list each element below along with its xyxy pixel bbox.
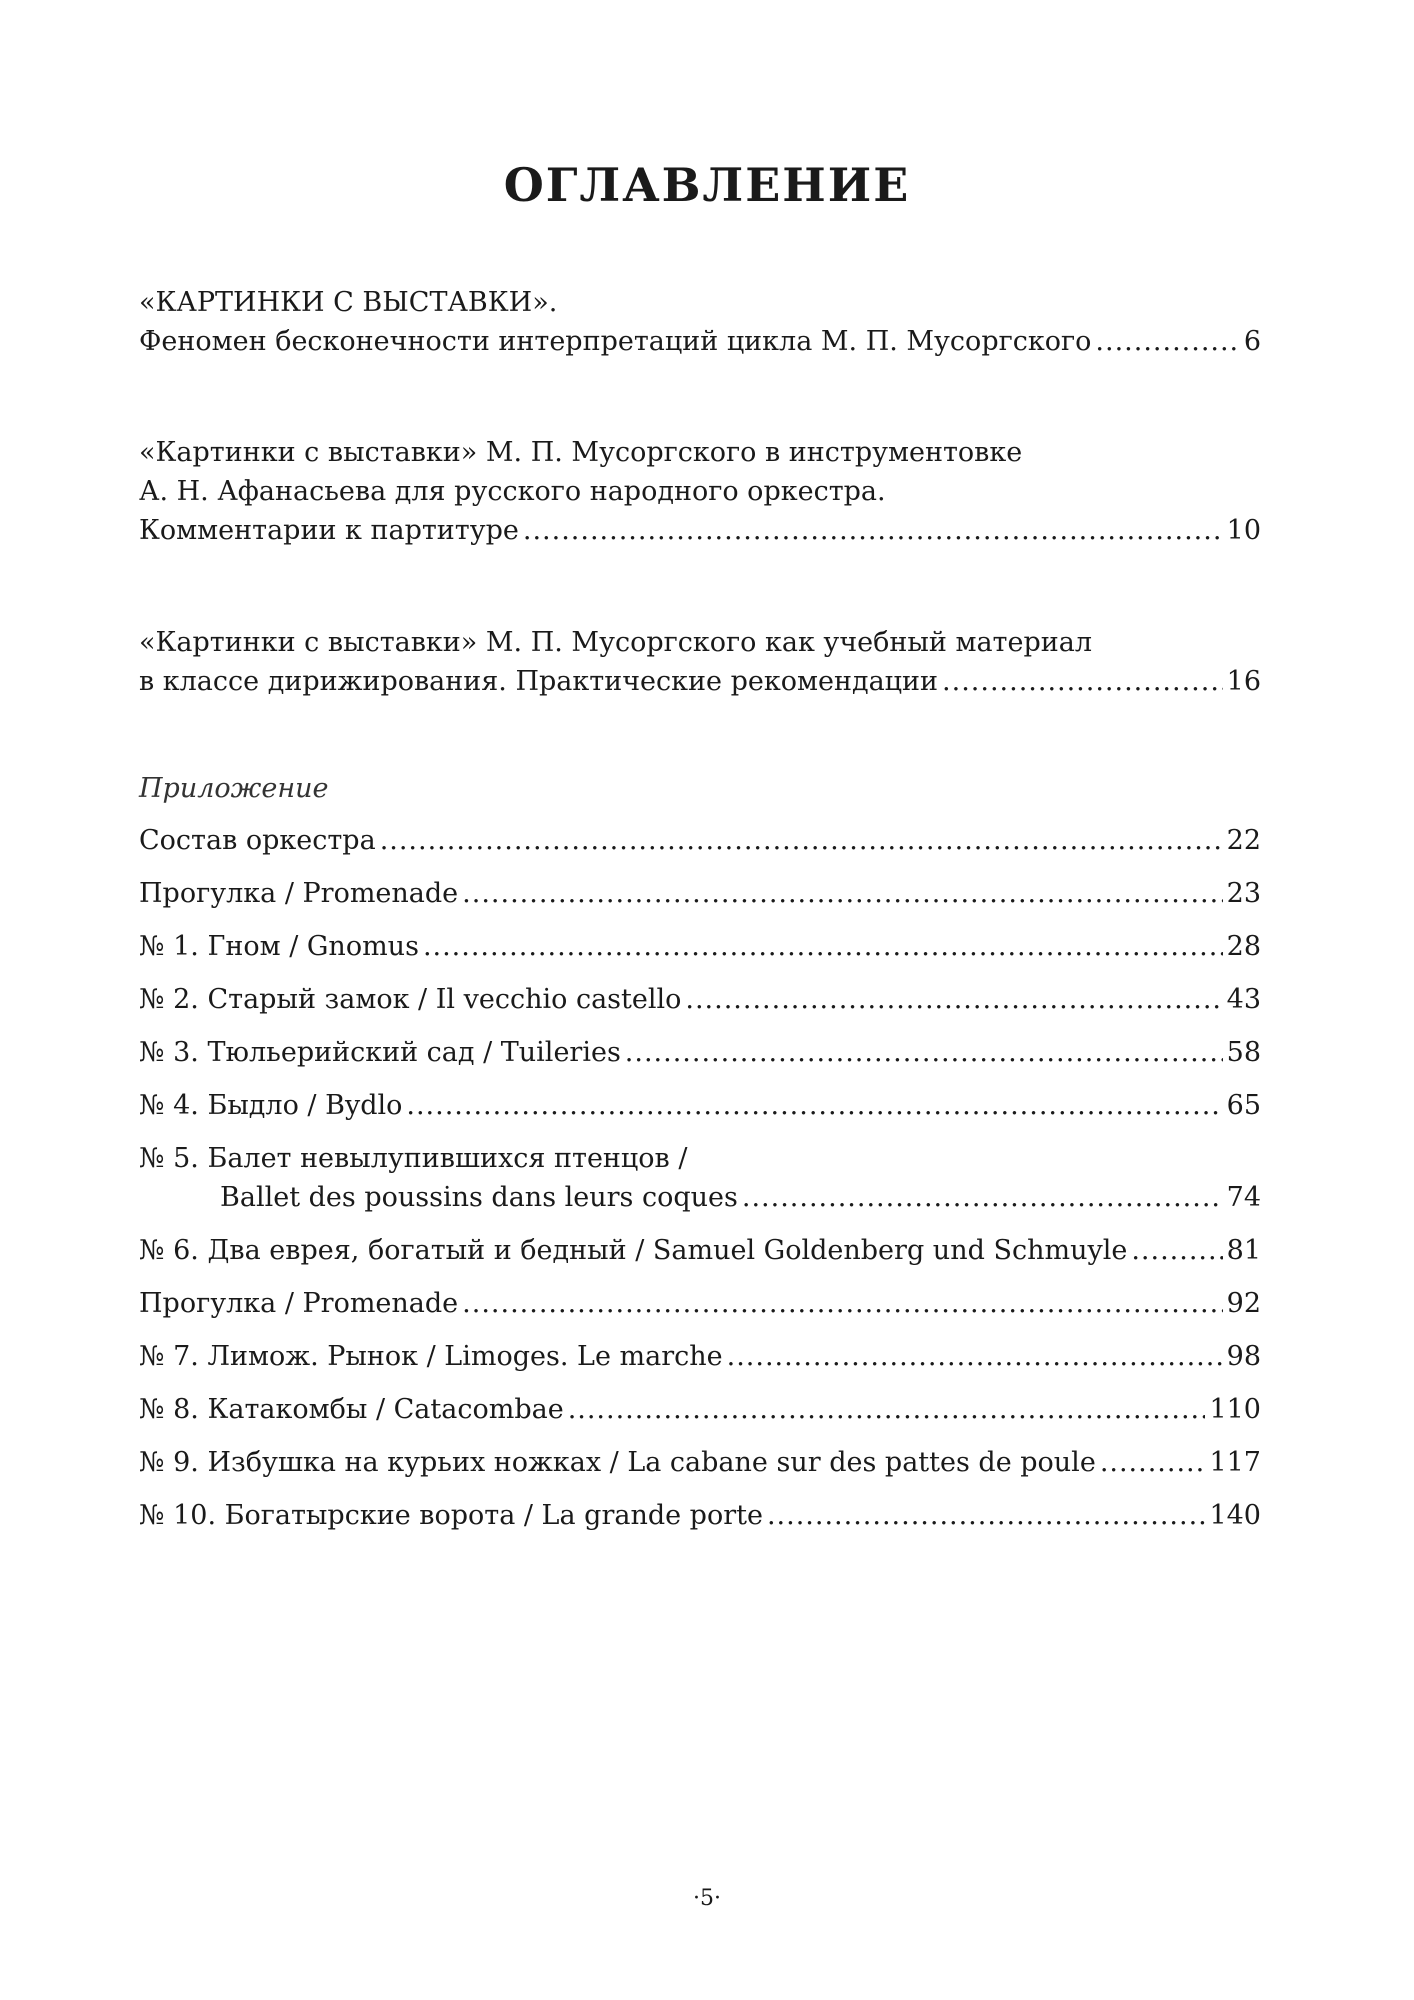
appendix-entry[interactable]: № 9. Избушка на курьих ножках / La cabane sur des pattes de poule ..... 117 [139, 1436, 1261, 1489]
dot-leader [568, 1383, 1206, 1436]
dot-leader [523, 511, 1223, 550]
appendix-entry[interactable]: № 4. Быдло / Bydlo ..... 65 [139, 1079, 1261, 1132]
dot-leader [406, 1079, 1222, 1132]
toc-section-line: А. Н. Афанасьева для русского народного оркестра. [139, 476, 886, 507]
appendix-heading: Приложение [139, 773, 329, 804]
toc-section-2 [139, 433, 1261, 550]
appendix-entry[interactable]: № 3. Тюльерийский сад / Tuileries ..... 58 [139, 1026, 1261, 1079]
appendix-entry[interactable]: № 10. Богатырские ворота / La grande porte ..... 140 [139, 1489, 1261, 1542]
dot-leader [727, 1330, 1223, 1383]
appendix-entry[interactable]: Прогулка / Promenade ..... 23 [139, 867, 1261, 920]
toc-page-number: 10 [1226, 515, 1261, 546]
toc-section-line: «Картинки с выставки» М. П. Мусоргского в инструментовке [139, 437, 1023, 468]
toc-page-number: 6 [1243, 326, 1261, 357]
dot-leader [742, 1178, 1223, 1217]
dot-leader [423, 920, 1223, 973]
toc-section-line: «Картинки с выставки» М. П. Мусоргского как учебный материал [139, 627, 1093, 658]
toc-entry-text: в классе дирижирования. Практические рекомендации [139, 666, 939, 697]
dot-leader [380, 814, 1223, 867]
appendix-entry[interactable]: № 7. Лимож. Рынок / Limoges. Le marche ..... 98 [139, 1330, 1261, 1383]
toc-page-number: 16 [1226, 666, 1261, 697]
table-of-contents [139, 283, 1261, 1542]
appendix-entry[interactable]: № 2. Старый замок / Il vecchio castello ..... 43 [139, 973, 1261, 1026]
page-title: ОГЛАВЛЕНИЕ [503, 158, 911, 212]
appendix-entry[interactable]: № 5. Балет невылупившихся птенцов / Ballet des poussins dans leurs coques ..... 74 [139, 1132, 1261, 1224]
toc-entry[interactable] [139, 511, 1261, 550]
dot-leader [462, 867, 1222, 920]
appendix-entry[interactable]: № 8. Катакомбы / Catacombae ..... 110 [139, 1383, 1261, 1436]
dot-leader [1131, 1224, 1222, 1277]
dot-leader [625, 1026, 1223, 1079]
page-number: ·5· [693, 1886, 721, 1911]
appendix-entry[interactable]: Состав оркестра ..... 22 [139, 814, 1261, 867]
toc-entry-text: Комментарии к партитуре [139, 515, 519, 546]
dot-leader [1100, 1436, 1206, 1489]
dot-leader [942, 662, 1223, 701]
toc-section-1 [139, 283, 1261, 361]
toc-section-line: «КАРТИНКИ С ВЫСТАВКИ». [139, 287, 558, 318]
dot-leader [1095, 322, 1239, 361]
appendix-list [139, 814, 1261, 1542]
appendix-entry[interactable]: № 1. Гном / Gnomus ..... 28 [139, 920, 1261, 973]
dot-leader [685, 973, 1222, 1026]
dot-leader [767, 1489, 1206, 1542]
toc-entry[interactable] [139, 662, 1261, 701]
toc-entry-text: Феномен бесконечности интерпретаций цикла М. П. Мусоргского [139, 326, 1092, 357]
toc-section-3 [139, 623, 1261, 701]
dot-leader [462, 1277, 1222, 1330]
appendix-entry[interactable]: Прогулка / Promenade ..... 92 [139, 1277, 1261, 1330]
toc-entry[interactable] [139, 322, 1261, 361]
appendix-entry[interactable]: № 6. Два еврея, богатый и бедный / Samuel Goldenberg und Schmuyle ..... 81 [139, 1224, 1261, 1277]
